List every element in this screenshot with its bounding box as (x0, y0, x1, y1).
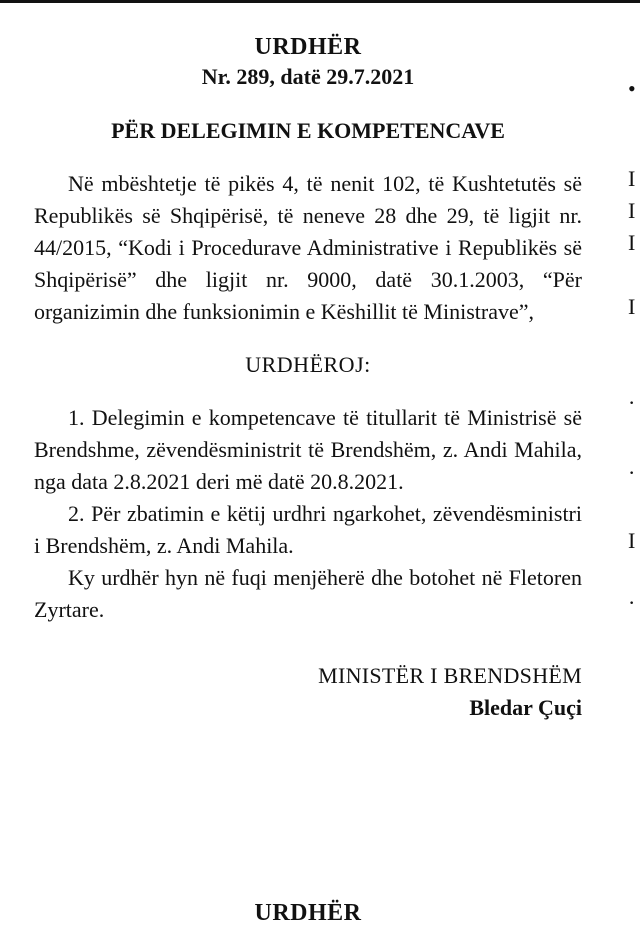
edge-fragment: I (628, 230, 636, 255)
edge-fragment: I (628, 528, 636, 553)
edge-fragment: I (628, 294, 636, 319)
signature-name: Bledar Çuçi (469, 695, 582, 720)
next-document-title: URDHËR (254, 900, 362, 926)
signature-title: MINISTËR I BRENDSHËM (318, 663, 582, 688)
edge-fragment: I (628, 198, 636, 223)
edge-fragment: · (628, 460, 636, 485)
document-number: Nr. 289, datë 29.7.2021 (201, 64, 415, 89)
edge-fragment: · (628, 390, 636, 415)
page-top-rule (0, 0, 640, 3)
order-verb: URDHËROJ: (245, 352, 371, 377)
edge-fragment: · (628, 590, 636, 615)
edge-fragment: I (628, 166, 636, 191)
order-point-1: 1. Delegimin e kompetencave të titullarit të Ministrisë së Brendshme, zëvendësministrit të Brendshëm, z. Andi Mahila, nga data 2.8.2021 deri më datë 20.8.2021. (34, 405, 582, 494)
signature-block (34, 660, 582, 724)
adjacent-column-edge (624, 0, 640, 912)
document-title: URDHËR (254, 34, 362, 60)
edge-fragment: • (628, 76, 636, 101)
order-point-2: 2. Për zbatimin e këtij urdhri ngarkohet, zëvendësministri i Brendshëm, z. Andi Mahila. (34, 501, 582, 558)
document-subject: PËR DELEGIMIN E KOMPETENCAVE (111, 118, 505, 143)
entry-into-force-paragraph: Ky urdhër hyn në fuqi menjëherë dhe botohet në Fletoren Zyrtare. (34, 565, 582, 622)
document-column (34, 32, 582, 724)
preamble-paragraph: Në mbështetje të pikës 4, të nenit 102, të Kushtetutës së Republikës së Shqipërisë, të neneve 28 dhe 29, të ligjit nr. 44/2015, “Kodi i Procedurave Administrative i Republikës së Shqipërisë” dhe ligjit nr. 9000, datë 30.1.2003, “Për organizimin dhe funksionimin e Këshillit të Ministrave”, (34, 171, 582, 324)
